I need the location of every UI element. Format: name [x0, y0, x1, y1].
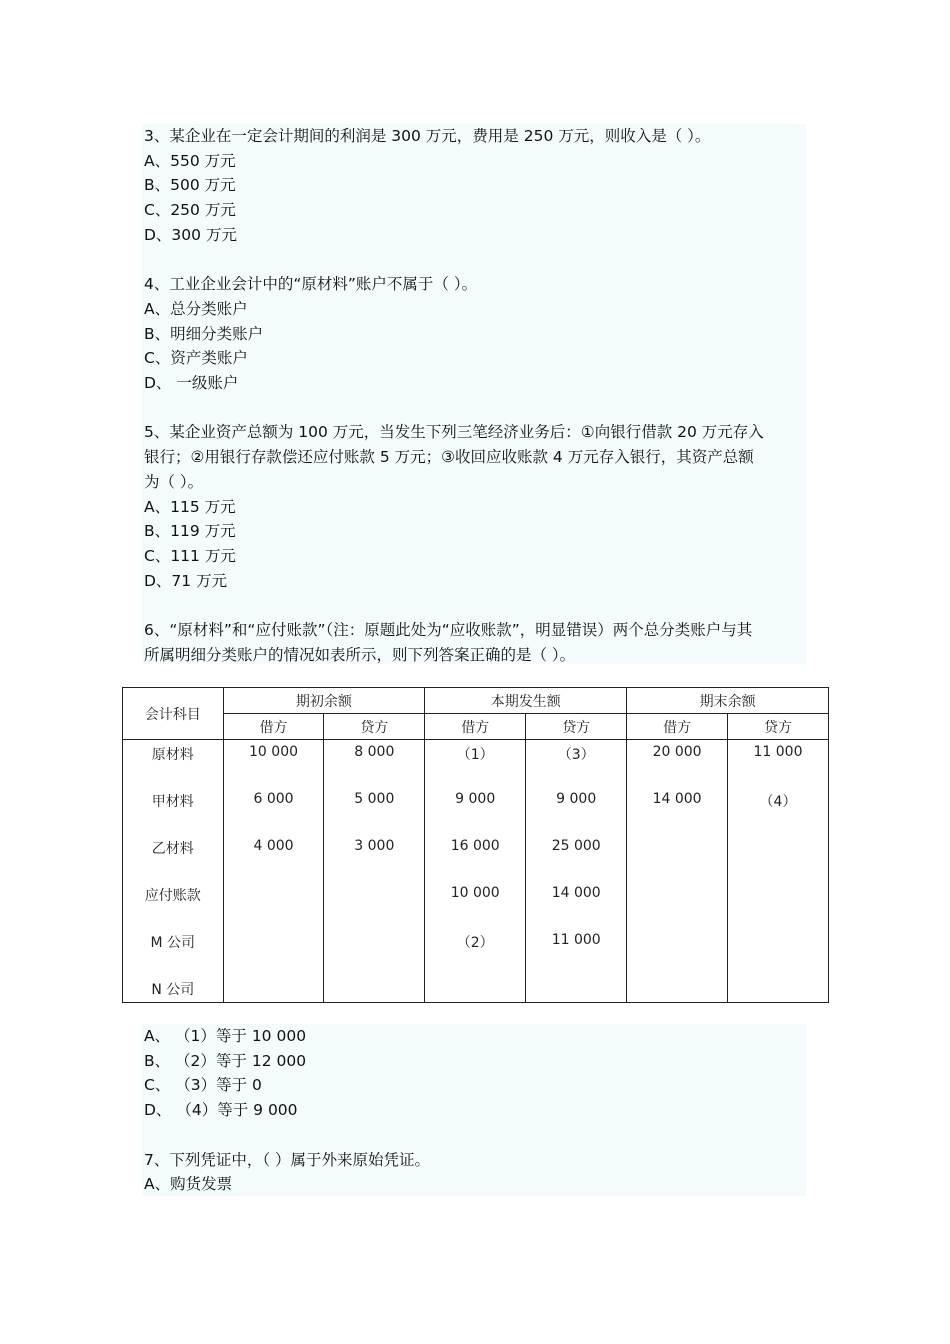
table-cell: 甲材料 — [123, 787, 224, 834]
table-cell: 11 000 — [526, 928, 627, 975]
table-cell — [223, 928, 324, 975]
opening-balance-header: 期初余额 — [223, 688, 425, 714]
q6-stem-line-2: 所属明细分类账户的情况如表所示，则下列答案正确的是（ ）。 — [144, 645, 576, 664]
table-cell — [627, 928, 728, 975]
table-cell: N 公司 — [123, 975, 224, 1003]
table-cell: 14 000 — [627, 787, 728, 834]
table-cell: 10 000 — [425, 881, 526, 928]
credit-header: 贷方 — [727, 714, 828, 740]
table-cell: 14 000 — [526, 881, 627, 928]
q5-option-b: B、119 万元 — [144, 522, 236, 541]
table-cell: 11 000 — [727, 740, 828, 787]
table-cell — [727, 881, 828, 928]
table-cell: （3） — [526, 740, 627, 787]
table-cell — [223, 881, 324, 928]
q5-option-d: D、71 万元 — [144, 571, 228, 590]
table-cell: M 公司 — [123, 928, 224, 975]
table-cell: 25 000 — [526, 834, 627, 881]
table-cell: 5 000 — [324, 787, 425, 834]
q6-option-b: B、 （2）等于 12 000 — [144, 1051, 307, 1070]
question-block-2 — [142, 1024, 806, 1196]
table-cell — [223, 975, 324, 1003]
table-cell: 3 000 — [324, 834, 425, 881]
q5-stem-line-3: 为（ ）。 — [144, 472, 204, 491]
table-cell: 8 000 — [324, 740, 425, 787]
q6-stem-line-1: 6、“原材料”和“应付账款”（注：原题此处为“应收账款”，明显错误）两个总分类账户与其 — [144, 621, 753, 640]
q4-option-b: B、明细分类账户 — [144, 324, 264, 343]
table-row — [123, 740, 829, 787]
ledger-table — [122, 687, 829, 1003]
table-cell — [324, 881, 425, 928]
q5-option-c: C、111 万元 — [144, 546, 236, 565]
table-cell: 原材料 — [123, 740, 224, 787]
table-row — [123, 787, 829, 834]
q4-option-d: D、 一级账户 — [144, 374, 239, 393]
table-cell — [324, 975, 425, 1003]
q4-option-a: A、总分类账户 — [144, 299, 248, 318]
q5-stem-line-2: 银行；②用银行存款偿还应付账款 5 万元；③收回应收账款 4 万元存入银行，其资产总额 — [144, 448, 754, 467]
table-cell — [727, 834, 828, 881]
table-cell: 9 000 — [526, 787, 627, 834]
table-cell — [627, 881, 728, 928]
table-cell — [727, 928, 828, 975]
subject-header: 会计科目 — [123, 688, 224, 740]
table-row — [123, 834, 829, 881]
question-block-1 — [142, 124, 806, 664]
q6-option-c: C、 （3）等于 0 — [144, 1076, 262, 1095]
table-row — [123, 928, 829, 975]
table-cell — [727, 975, 828, 1003]
q3-option-a: A、550 万元 — [144, 151, 236, 170]
q7-option-a: A、购货发票 — [144, 1175, 233, 1194]
table-cell: 9 000 — [425, 787, 526, 834]
q3-option-d: D、300 万元 — [144, 225, 237, 244]
table-cell: 乙材料 — [123, 834, 224, 881]
table-cell — [526, 975, 627, 1003]
table-cell: （4） — [727, 787, 828, 834]
debit-header: 借方 — [223, 714, 324, 740]
table-cell: （2） — [425, 928, 526, 975]
credit-header: 贷方 — [526, 714, 627, 740]
table-cell: 4 000 — [223, 834, 324, 881]
table-cell — [627, 834, 728, 881]
table-cell: 20 000 — [627, 740, 728, 787]
q3-stem: 3、某企业在一定会计期间的利润是 300 万元，费用是 250 万元，则收入是（ ）。 — [144, 127, 711, 145]
debit-header: 借方 — [627, 714, 728, 740]
table-row — [123, 975, 829, 1003]
table-cell: 应付账款 — [123, 881, 224, 928]
debit-header: 借方 — [425, 714, 526, 740]
q3-option-b: B、500 万元 — [144, 176, 236, 195]
q4-stem: 4、工业企业会计中的“原材料”账户不属于（ ）。 — [144, 275, 478, 294]
table-row — [123, 881, 829, 928]
credit-header: 贷方 — [324, 714, 425, 740]
q5-option-a: A、115 万元 — [144, 497, 236, 516]
q6-option-a: A、 （1）等于 10 000 — [144, 1027, 307, 1045]
table-cell: 16 000 — [425, 834, 526, 881]
table-cell: 10 000 — [223, 740, 324, 787]
q3-option-c: C、250 万元 — [144, 201, 236, 220]
q6-option-d: D、 （4）等于 9 000 — [144, 1101, 298, 1120]
table-cell — [425, 975, 526, 1003]
period-amount-header: 本期发生额 — [425, 688, 627, 714]
table-cell: （1） — [425, 740, 526, 787]
q5-stem-line-1: 5、某企业资产总额为 100 万元，当发生下列三笔经济业务后：①向银行借款 20 万元存入 — [144, 423, 764, 442]
table-cell — [324, 928, 425, 975]
table-cell — [627, 975, 728, 1003]
q4-option-c: C、资产类账户 — [144, 349, 248, 368]
closing-balance-header: 期末余额 — [627, 688, 829, 714]
q7-stem: 7、下列凭证中，（ ）属于外来原始凭证。 — [144, 1150, 431, 1169]
table-cell: 6 000 — [223, 787, 324, 834]
